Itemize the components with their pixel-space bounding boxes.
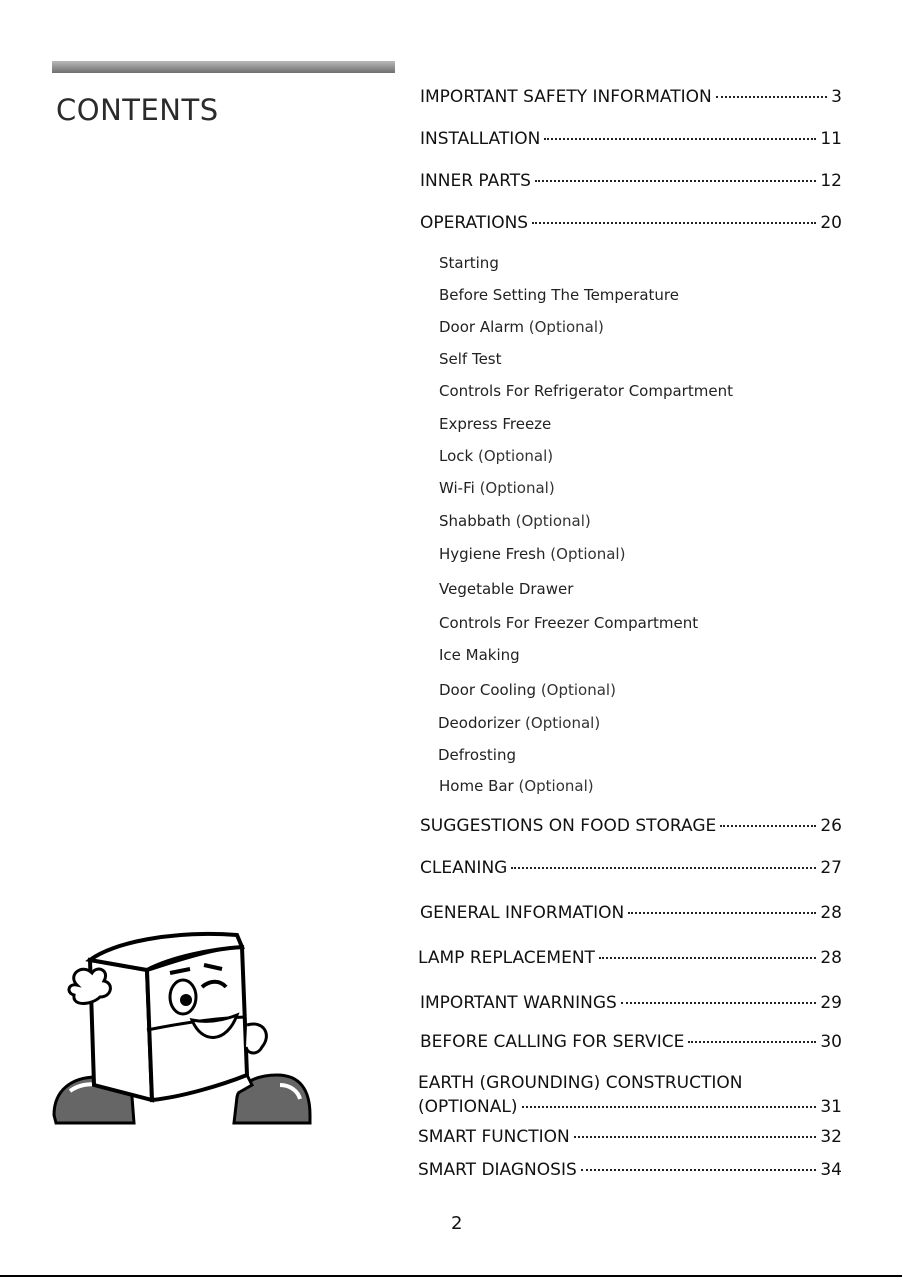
subitem-label: Door Cooling (439, 681, 537, 699)
subitem-label: Ice Making (439, 646, 520, 664)
toc-subitem[interactable] (439, 614, 698, 632)
subitem-note: (Optional) (478, 447, 554, 465)
subitem-note: (Optional) (528, 318, 604, 336)
subitem-label: Vegetable Drawer (439, 580, 574, 598)
toc-label: IMPORTANT WARNINGS (420, 993, 617, 1013)
subitem-label: Express Freeze (439, 415, 552, 433)
toc-subitem[interactable] (439, 350, 502, 368)
leader-dots (535, 180, 816, 182)
leader-dots (688, 1041, 816, 1043)
toc-entry-earth[interactable] (418, 1097, 842, 1121)
toc-subitem[interactable] (439, 646, 520, 664)
toc-entry-cleaning[interactable] (420, 858, 842, 882)
toc-page: 27 (820, 858, 842, 878)
subitem-note: (Optional) (515, 512, 591, 530)
toc-subitem[interactable] (439, 447, 553, 465)
toc-entry-important-warnings[interactable] (420, 993, 842, 1017)
subitem-note: (Optional) (540, 681, 616, 699)
subitem-label: Defrosting (438, 746, 516, 764)
toc-entry-smart-diagnosis[interactable] (418, 1160, 842, 1184)
toc-label: INSTALLATION (420, 129, 541, 149)
leader-dots (581, 1169, 817, 1171)
toc-page: 20 (820, 213, 842, 233)
leader-dots (511, 867, 816, 869)
toc-label: INNER PARTS (420, 171, 531, 191)
toc-page: 28 (820, 903, 842, 923)
toc-subitem[interactable] (439, 545, 625, 563)
subitem-note: (Optional) (518, 777, 594, 795)
subitem-label: Home Bar (439, 777, 514, 795)
leader-dots (716, 96, 827, 98)
toc-subitem[interactable] (439, 415, 551, 433)
toc-label: SUGGESTIONS ON FOOD STORAGE (420, 816, 717, 836)
toc-label: SMART FUNCTION (418, 1127, 570, 1147)
leader-dots (599, 957, 816, 959)
toc-page: 32 (820, 1127, 842, 1147)
subitem-label: Door Alarm (439, 318, 524, 336)
toc-subitem[interactable] (439, 382, 733, 400)
toc-label: IMPORTANT SAFETY INFORMATION (420, 87, 712, 107)
subitem-label: Shabbath (439, 512, 511, 530)
subitem-note: (Optional) (550, 545, 626, 563)
toc-page: 30 (820, 1032, 842, 1052)
leader-dots (532, 222, 816, 224)
toc-entry-earth-title[interactable]: EARTH (GROUNDING) CONSTRUCTION (418, 1073, 743, 1093)
subitem-label: Controls For Freezer Compartment (439, 614, 699, 632)
toc-page: 12 (820, 171, 842, 191)
leader-dots (574, 1136, 817, 1138)
toc-label: CLEANING (420, 858, 508, 878)
subitem-note: (Optional) (479, 479, 555, 497)
subitem-label: Lock (439, 447, 474, 465)
toc-subitem[interactable] (439, 286, 679, 304)
toc-page: 31 (820, 1097, 842, 1117)
subitem-label: Wi-Fi (439, 479, 475, 497)
page-number: 2 (451, 1213, 463, 1234)
toc-label: LAMP REPLACEMENT (418, 948, 595, 968)
toc-entry-smart-function[interactable] (418, 1127, 842, 1151)
page-title: CONTENTS (56, 93, 219, 127)
toc-label: (OPTIONAL) (418, 1097, 518, 1117)
toc-page: 3 (831, 87, 842, 107)
toc-subitem[interactable] (439, 254, 499, 272)
toc-page: 34 (820, 1160, 842, 1180)
leader-dots (720, 825, 816, 827)
toc-subitem[interactable] (439, 777, 594, 795)
subitem-label: Deodorizer (438, 714, 521, 732)
toc-page: 29 (820, 993, 842, 1013)
subitem-label: Hygiene Fresh (439, 545, 546, 563)
toc-subitem[interactable] (438, 746, 516, 764)
leader-dots (628, 912, 816, 914)
subitem-label: Before Setting The Temperature (439, 286, 679, 304)
subitem-label: Starting (439, 254, 499, 272)
subitem-label: Controls For Refrigerator Compartment (439, 382, 733, 400)
toc-entry-before-calling-service[interactable] (420, 1032, 842, 1056)
toc-subitem[interactable] (439, 479, 555, 497)
toc-entry-food-storage[interactable] (420, 816, 842, 840)
toc-entry-operations[interactable] (420, 213, 842, 237)
toc-entry-installation[interactable] (420, 129, 842, 153)
toc-page: 28 (820, 948, 842, 968)
refrigerator-mascot-illustration (52, 925, 317, 1130)
bottom-rule (0, 1275, 902, 1277)
toc-label: BEFORE CALLING FOR SERVICE (420, 1032, 685, 1052)
header-bar (52, 61, 395, 73)
toc-page: 11 (820, 129, 842, 149)
toc-page: 26 (820, 816, 842, 836)
subitem-note: (Optional) (525, 714, 601, 732)
toc-entry-lamp-replacement[interactable] (418, 948, 842, 972)
toc-label: OPERATIONS (420, 213, 529, 233)
leader-dots (522, 1106, 817, 1108)
toc-subitem[interactable] (439, 681, 616, 699)
toc-subitem[interactable] (439, 512, 591, 530)
subitem-label: Self Test (439, 350, 502, 368)
toc-label: SMART DIAGNOSIS (418, 1160, 577, 1180)
toc-subitem[interactable] (439, 318, 604, 336)
leader-dots (544, 138, 816, 140)
leader-dots (621, 1002, 817, 1004)
toc-label: GENERAL INFORMATION (420, 903, 625, 923)
toc-subitem[interactable] (439, 580, 573, 598)
toc-entry-general-information[interactable] (420, 903, 842, 927)
toc-entry-safety[interactable] (420, 87, 842, 111)
toc-subitem[interactable] (438, 714, 600, 732)
toc-entry-inner-parts[interactable] (420, 171, 842, 195)
